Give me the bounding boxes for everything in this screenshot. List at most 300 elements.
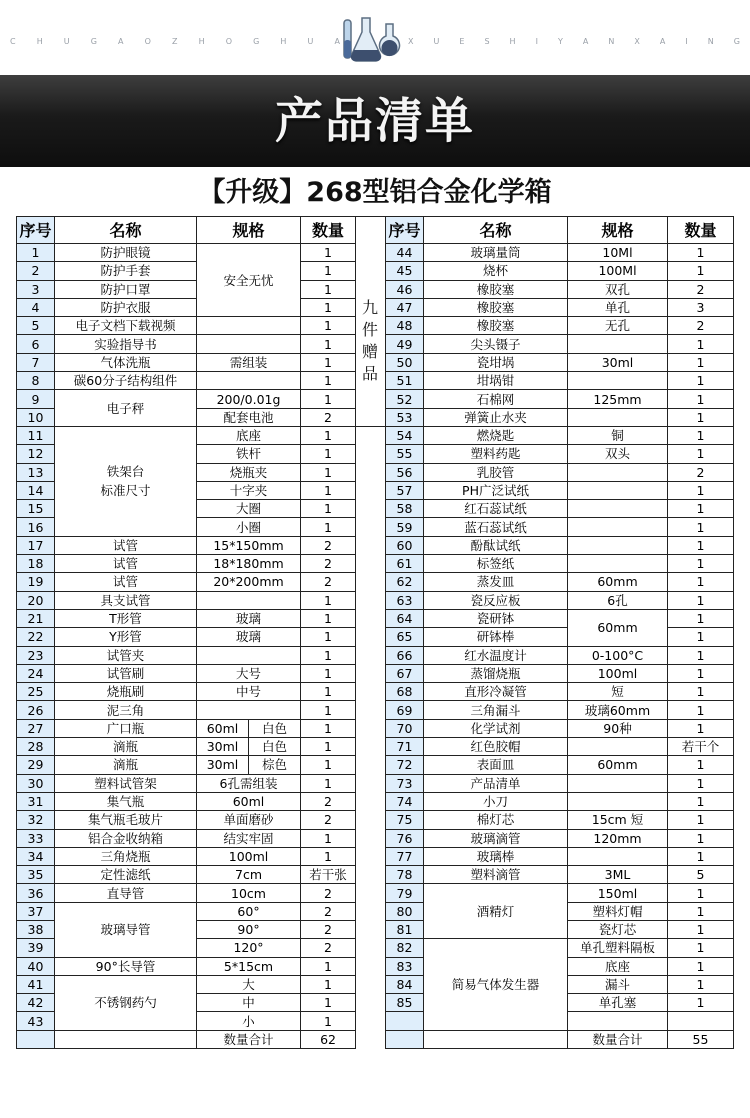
row-number: 14: [17, 481, 55, 499]
item-name: 铁架台 标准尺寸: [55, 426, 197, 536]
item-spec: 大: [197, 975, 301, 993]
table-row: [386, 756, 734, 774]
item-spec: [197, 591, 301, 609]
row-number: 10: [17, 408, 55, 426]
item-qty: 1: [668, 445, 734, 463]
item-qty: 1: [301, 628, 356, 646]
item-spec: 125mm: [568, 390, 668, 408]
item-qty: 1: [301, 445, 356, 463]
item-spec: 90种: [568, 719, 668, 737]
item-qty: 1: [301, 957, 356, 975]
header-letter: G: [90, 37, 97, 46]
row-number: 4: [17, 298, 55, 316]
item-name: 防护眼镜: [55, 244, 197, 262]
item-name: 滴瓶: [55, 756, 197, 774]
row-number: 69: [386, 701, 424, 719]
table-row: [386, 719, 734, 737]
item-qty: 1: [668, 884, 734, 902]
item-spec: [197, 646, 301, 664]
table-header-row: [17, 217, 356, 244]
table-row: [386, 738, 734, 756]
table-row: [386, 408, 734, 426]
row-number: 47: [386, 298, 424, 316]
row-number: 66: [386, 646, 424, 664]
table-row: [386, 573, 734, 591]
item-name: Y形管: [55, 628, 197, 646]
item-spec: 60ml: [197, 719, 249, 737]
total-value: 55: [668, 1030, 734, 1048]
row-number: 67: [386, 664, 424, 682]
item-name: 酚酞试纸: [424, 536, 568, 554]
item-spec: [568, 463, 668, 481]
item-qty: 1: [668, 353, 734, 371]
item-spec: [568, 372, 668, 390]
item-qty: 1: [301, 847, 356, 865]
row-number: 77: [386, 847, 424, 865]
item-qty: 2: [301, 811, 356, 829]
item-qty: 1: [668, 975, 734, 993]
item-qty: 1: [301, 280, 356, 298]
item-qty: 2: [301, 939, 356, 957]
row-number: 23: [17, 646, 55, 664]
item-name: 塑料药匙: [424, 445, 568, 463]
item-qty: 1: [668, 939, 734, 957]
row-number: 73: [386, 774, 424, 792]
table-row: [386, 317, 734, 335]
col-header-qty: 数量: [668, 217, 734, 244]
col-header-name: 名称: [424, 217, 568, 244]
item-spec: 单面磨砂: [197, 811, 301, 829]
item-name: 烧瓶刷: [55, 683, 197, 701]
row-number: 31: [17, 792, 55, 810]
item-spec: 60°: [197, 902, 301, 920]
row-number: 40: [17, 957, 55, 975]
item-qty: 1: [301, 500, 356, 518]
item-name: 试管: [55, 536, 197, 554]
item-spec: 铜: [568, 426, 668, 444]
item-spec: 白色: [249, 738, 301, 756]
item-spec: 小圈: [197, 518, 301, 536]
item-spec: [197, 372, 301, 390]
item-qty: 5: [668, 866, 734, 884]
item-spec: [568, 792, 668, 810]
item-name: 试管: [55, 555, 197, 573]
item-spec: 60mm: [568, 573, 668, 591]
item-qty: 1: [301, 646, 356, 664]
item-spec: [568, 500, 668, 518]
item-spec: 120°: [197, 939, 301, 957]
item-name: 实验指导书: [55, 335, 197, 353]
row-number: 75: [386, 811, 424, 829]
item-name: 塑料滴管: [424, 866, 568, 884]
item-spec: [568, 1012, 668, 1030]
item-qty: 1: [301, 317, 356, 335]
table-row: [386, 829, 734, 847]
item-qty: 1: [668, 372, 734, 390]
total-label: 数量合计: [568, 1030, 668, 1048]
item-name: 蒸发皿: [424, 573, 568, 591]
item-qty: 1: [301, 756, 356, 774]
item-spec: 30ml: [568, 353, 668, 371]
top-bar: [0, 0, 750, 75]
header-letter: G: [253, 37, 260, 46]
row-number: 52: [386, 390, 424, 408]
row-number: 26: [17, 701, 55, 719]
item-spec: 玻璃60mm: [568, 701, 668, 719]
table-row: [386, 390, 734, 408]
header-letter: N: [608, 37, 615, 46]
item-name: 广口瓶: [55, 719, 197, 737]
item-name: 碳60分子结构组件: [55, 372, 197, 390]
item-qty: 1: [668, 262, 734, 280]
item-qty: 1: [301, 738, 356, 756]
item-spec: 玻璃: [197, 628, 301, 646]
col-header-no: 序号: [386, 217, 424, 244]
table-row: [386, 774, 734, 792]
row-number: 80: [386, 902, 424, 920]
item-spec: 6孔需组装: [197, 774, 301, 792]
table-row: [386, 445, 734, 463]
row-number: 81: [386, 920, 424, 938]
title-banner: [0, 75, 750, 167]
item-spec: 60mm: [568, 756, 668, 774]
row-number: 70: [386, 719, 424, 737]
item-name: 试管: [55, 573, 197, 591]
row-number: 5: [17, 317, 55, 335]
row-number: 59: [386, 518, 424, 536]
item-spec: 30ml: [197, 756, 249, 774]
item-spec: [568, 335, 668, 353]
item-qty: 1: [668, 573, 734, 591]
item-spec: 小: [197, 1012, 301, 1030]
item-qty: 1: [301, 262, 356, 280]
item-qty: 1: [301, 298, 356, 316]
table-row: [17, 390, 356, 408]
item-name: 试管刷: [55, 664, 197, 682]
table-row: [386, 609, 734, 627]
item-qty: 1: [301, 372, 356, 390]
row-number: 33: [17, 829, 55, 847]
item-qty: 2: [301, 884, 356, 902]
header-letter: U: [307, 37, 314, 46]
row-number: 82: [386, 939, 424, 957]
item-name: 橡胶塞: [424, 298, 568, 316]
item-name: 橡胶塞: [424, 317, 568, 335]
item-name: 弹簧止水夹: [424, 408, 568, 426]
row-number: 21: [17, 609, 55, 627]
item-qty: 1: [668, 518, 734, 536]
item-name: 滴瓶: [55, 738, 197, 756]
product-table-left: [16, 216, 356, 1049]
row-number: 19: [17, 573, 55, 591]
item-qty: 1: [668, 829, 734, 847]
item-name: T形管: [55, 609, 197, 627]
table-row: [17, 335, 356, 353]
item-name: 红色胶帽: [424, 738, 568, 756]
header-letter: O: [225, 37, 232, 46]
table-row: [17, 280, 356, 298]
item-qty: 1: [301, 719, 356, 737]
item-qty: 1: [668, 481, 734, 499]
item-qty: 1: [301, 683, 356, 701]
row-number: 30: [17, 774, 55, 792]
header-letter: X: [408, 37, 414, 46]
item-spec: 100Ml: [568, 262, 668, 280]
item-spec: 白色: [249, 719, 301, 737]
item-name: 瓷研钵: [424, 609, 568, 627]
item-name: 红水温度计: [424, 646, 568, 664]
row-number: 54: [386, 426, 424, 444]
item-name: 小刀: [424, 792, 568, 810]
item-spec: 需组装: [197, 353, 301, 371]
item-spec: [197, 701, 301, 719]
item-spec: [568, 408, 668, 426]
item-qty: 1: [301, 975, 356, 993]
row-number: 84: [386, 975, 424, 993]
row-number: [17, 1030, 55, 1048]
item-name: 烧杯: [424, 262, 568, 280]
table-row: [386, 426, 734, 444]
item-qty: 1: [301, 1012, 356, 1030]
header-letter: Y: [557, 37, 563, 46]
row-number: 28: [17, 738, 55, 756]
row-number: 7: [17, 353, 55, 371]
table-row: [386, 884, 734, 902]
item-qty: 1: [668, 244, 734, 262]
item-qty: 1: [668, 500, 734, 518]
item-qty: 1: [668, 609, 734, 627]
product-subtitle: 【升级】268型铝合金化学箱: [198, 177, 552, 208]
item-qty: 1: [668, 957, 734, 975]
row-number: 71: [386, 738, 424, 756]
item-name: 橡胶塞: [424, 280, 568, 298]
item-qty: 2: [301, 555, 356, 573]
item-qty: 2: [301, 408, 356, 426]
row-number: 65: [386, 628, 424, 646]
header-letter: A: [659, 37, 666, 46]
row-number: 60: [386, 536, 424, 554]
item-name: 产品清单: [424, 774, 568, 792]
header-letter: E: [459, 37, 465, 46]
item-name: 电子秤: [55, 390, 197, 427]
row-number: 34: [17, 847, 55, 865]
row-number: 64: [386, 609, 424, 627]
table-row: [17, 536, 356, 554]
row-number: 32: [17, 811, 55, 829]
row-number: 22: [17, 628, 55, 646]
item-spec: 底座: [197, 426, 301, 444]
gift-char: 九: [361, 298, 378, 317]
item-name: 标签纸: [424, 555, 568, 573]
row-number: 38: [17, 920, 55, 938]
header-letter: O: [144, 37, 151, 46]
item-spec: [197, 335, 301, 353]
total-value: 62: [301, 1030, 356, 1048]
table-row: [17, 866, 356, 884]
table-row: [17, 262, 356, 280]
total-label: 数量合计: [197, 1030, 301, 1048]
item-name: 尖头镊子: [424, 335, 568, 353]
table-row: [386, 792, 734, 810]
row-number: 72: [386, 756, 424, 774]
item-spec: 90°: [197, 920, 301, 938]
header-letter: H: [198, 37, 205, 46]
item-spec: 10Ml: [568, 244, 668, 262]
table-row: [17, 957, 356, 975]
table-row: [386, 811, 734, 829]
row-number: 17: [17, 536, 55, 554]
row-number: 58: [386, 500, 424, 518]
item-qty: 1: [668, 536, 734, 554]
item-qty: 1: [301, 518, 356, 536]
item-spec: 铁杆: [197, 445, 301, 463]
table-row: [386, 591, 734, 609]
row-number: 50: [386, 353, 424, 371]
row-number: 6: [17, 335, 55, 353]
row-number: 29: [17, 756, 55, 774]
item-qty: 1: [301, 353, 356, 371]
item-qty: 2: [668, 280, 734, 298]
row-number: 76: [386, 829, 424, 847]
item-name: 定性滤纸: [55, 866, 197, 884]
table-row: [17, 902, 356, 920]
item-qty: 1: [668, 719, 734, 737]
row-number: 53: [386, 408, 424, 426]
table-row: [17, 738, 356, 756]
item-spec: 塑料灯帽: [568, 902, 668, 920]
gift-char: 件: [361, 320, 378, 339]
item-qty: 1: [301, 426, 356, 444]
item-qty: 2: [668, 317, 734, 335]
row-number: 79: [386, 884, 424, 902]
item-name: 防护手套: [55, 262, 197, 280]
table-row: [17, 372, 356, 390]
item-qty: 若干张: [301, 866, 356, 884]
table-row: [386, 939, 734, 957]
item-qty: 1: [301, 244, 356, 262]
item-qty: 2: [301, 573, 356, 591]
item-name: 蒸馏烧瓶: [424, 664, 568, 682]
row-number: 46: [386, 280, 424, 298]
item-qty: 1: [668, 701, 734, 719]
header-letter: H: [36, 37, 43, 46]
item-name: [55, 1030, 197, 1048]
item-name: 简易气体发生器: [424, 939, 568, 1030]
item-spec: 单孔塞: [568, 994, 668, 1012]
table-row: [386, 372, 734, 390]
item-name: 棉灯芯: [424, 811, 568, 829]
table-row: [386, 646, 734, 664]
item-qty: 1: [668, 555, 734, 573]
table-row: [17, 829, 356, 847]
header-letter: A: [118, 37, 124, 46]
row-number: 42: [17, 994, 55, 1012]
item-spec: 100ml: [197, 847, 301, 865]
row-number: 45: [386, 262, 424, 280]
item-name: 乳胶管: [424, 463, 568, 481]
item-spec: 60mm: [568, 609, 668, 646]
header-letter: C: [10, 37, 16, 46]
item-name: 燃烧匙: [424, 426, 568, 444]
item-spec: [568, 847, 668, 865]
table-header-row: [386, 217, 734, 244]
row-number: 74: [386, 792, 424, 810]
row-number: 12: [17, 445, 55, 463]
item-qty: 1: [301, 609, 356, 627]
item-spec: 10cm: [197, 884, 301, 902]
item-spec: 十字夹: [197, 481, 301, 499]
item-spec: 0-100°C: [568, 646, 668, 664]
gift-note: [355, 216, 385, 427]
table-row: [17, 298, 356, 316]
item-spec: 7cm: [197, 866, 301, 884]
row-number: 55: [386, 445, 424, 463]
item-name: 酒精灯: [424, 884, 568, 939]
row-number: 2: [17, 262, 55, 280]
row-number: 68: [386, 683, 424, 701]
row-number: 35: [17, 866, 55, 884]
table-row: [386, 353, 734, 371]
table-row: [17, 353, 356, 371]
gift-char: 赠: [361, 342, 378, 361]
item-spec: 结实牢固: [197, 829, 301, 847]
row-number: 44: [386, 244, 424, 262]
table-row: [17, 426, 356, 444]
row-number: [386, 1030, 424, 1048]
row-number: 43: [17, 1012, 55, 1030]
col-header-no: 序号: [17, 217, 55, 244]
table-row: [386, 866, 734, 884]
item-qty: 1: [301, 664, 356, 682]
item-spec: 100ml: [568, 664, 668, 682]
header-letter: U: [63, 37, 70, 46]
item-spec: 配套电池: [197, 408, 301, 426]
table-row: [386, 280, 734, 298]
item-qty: [668, 1012, 734, 1030]
table-row: [386, 701, 734, 719]
item-name: 直形冷凝管: [424, 683, 568, 701]
item-qty: 1: [668, 390, 734, 408]
item-name: 玻璃量筒: [424, 244, 568, 262]
row-number: 3: [17, 280, 55, 298]
row-number: 15: [17, 500, 55, 518]
item-qty: 1: [301, 701, 356, 719]
item-spec: 烧瓶夹: [197, 463, 301, 481]
item-spec: 6孔: [568, 591, 668, 609]
item-qty: 2: [301, 902, 356, 920]
item-qty: 1: [301, 390, 356, 408]
item-spec: 15*150mm: [197, 536, 301, 554]
row-number: 36: [17, 884, 55, 902]
item-qty: 1: [301, 829, 356, 847]
item-spec: [568, 518, 668, 536]
table-row: [17, 975, 356, 993]
item-qty: 1: [668, 426, 734, 444]
col-header-qty: 数量: [301, 217, 356, 244]
item-name: 三角漏斗: [424, 701, 568, 719]
item-spec: 单孔塑料隔板: [568, 939, 668, 957]
item-name: 90°长导管: [55, 957, 197, 975]
row-number: 63: [386, 591, 424, 609]
item-qty: 2: [301, 792, 356, 810]
item-name: [424, 1030, 568, 1048]
item-name: 电子文档下载视频: [55, 317, 197, 335]
item-name: 集气瓶: [55, 792, 197, 810]
item-spec: 3ML: [568, 866, 668, 884]
row-number: 20: [17, 591, 55, 609]
item-qty: 1: [668, 408, 734, 426]
item-qty: 1: [668, 811, 734, 829]
